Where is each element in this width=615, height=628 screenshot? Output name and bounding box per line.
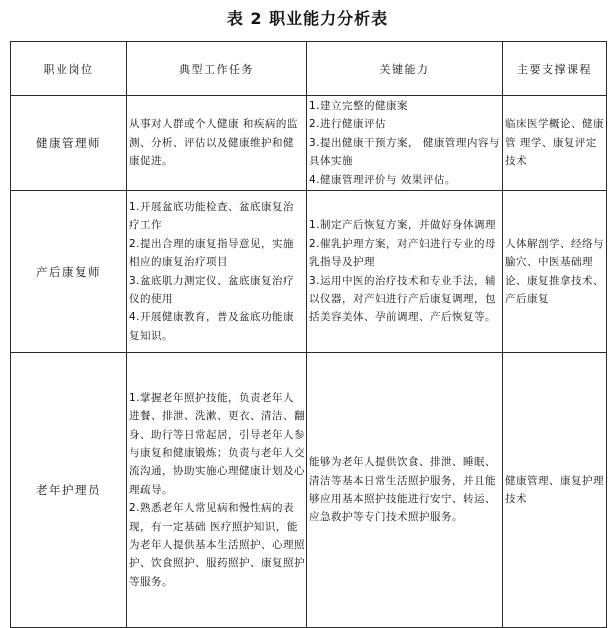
- role-cell: 老年护理员: [11, 353, 127, 628]
- abilities-cell: [307, 191, 503, 353]
- abilities-cell: [307, 353, 503, 628]
- abilities-text: 1.制定产后恢复方案，并做好身体调理 2.催乳护理方案，对产妇进行专业的母乳指导及护理 3.运用中医的治疗技术和专业手法，辅以仪器，对产妇进行产后康复调理，包括美容美体、孕前调理、产后恢复等。: [309, 219, 497, 324]
- table-row: [11, 191, 607, 353]
- courses-cell: [503, 353, 607, 628]
- career-ability-table: [10, 41, 607, 628]
- header-row: [11, 42, 607, 96]
- tasks-text: 1.掌握老年照护技能，负责老年人进餐、排泄、洗漱、更衣、清洁、翻身、助行等日常起居，引导老年人参与康复和健康锻炼；负责与老年人交流沟通，协助实施心理健康计划及心理疏导。 2.熟悉老年人常见病和慢性病的表现，有一定基础 医疗照护知识，能为老年人提供基本生活照护、心理照护、饮食照护、服药照护、康复照护等服务。: [129, 391, 305, 588]
- tasks-text: 从事对人群或个人健康 和疾病的监测、分析、评估以及健康维护和健康促进。: [129, 118, 298, 168]
- abilities-text: 能够为老年人提供饮食、排泄、睡眠、清洁等基本日常生活照护服务，并且能够应用基本照护技能进行安宁、转运、应急救护等专门技术照护服务。: [309, 456, 496, 524]
- abilities-text: 1.建立完整的健康案 2.进行健康评估 3.提出健康干预方案， 健康管理内容与具体实施 4.健康管理评价与 效果评估。: [309, 100, 500, 186]
- table-row: [11, 353, 607, 628]
- courses-cell: [503, 191, 607, 353]
- courses-cell: [503, 96, 607, 191]
- courses-text: 临床医学概论、健康管 理学、康复评定技术: [505, 118, 604, 168]
- tasks-cell: [127, 191, 307, 353]
- header-abilities: 关键能力: [307, 42, 503, 96]
- table-title: 表 2 职业能力分析表: [226, 9, 389, 28]
- table-row: [11, 96, 607, 191]
- header-role: 职业岗位: [11, 42, 127, 96]
- courses-text: 人体解剖学、经络与腧穴、中医基础理论、康复推拿技术、产后康复: [505, 237, 604, 305]
- role-cell: 产后康复师: [11, 191, 127, 353]
- header-courses: 主要支撑课程: [503, 42, 607, 96]
- role-cell: 健康管理师: [11, 96, 127, 191]
- tasks-cell: [127, 96, 307, 191]
- tasks-cell: [127, 353, 307, 628]
- courses-text: 健康管理、康复护理技术: [505, 474, 604, 506]
- tasks-text: 1.开展盆底功能检查、盆底康复治疗工作 2.提出合理的康复指导意见，实施相应的康复治疗项目 3.盆底肌力测定仪、盆底康复治疗仪的使用 4.开展健康教育，普及盆底功能康复知识。: [129, 200, 295, 342]
- header-tasks: 典型工作任务: [127, 42, 307, 96]
- abilities-cell: [307, 96, 503, 191]
